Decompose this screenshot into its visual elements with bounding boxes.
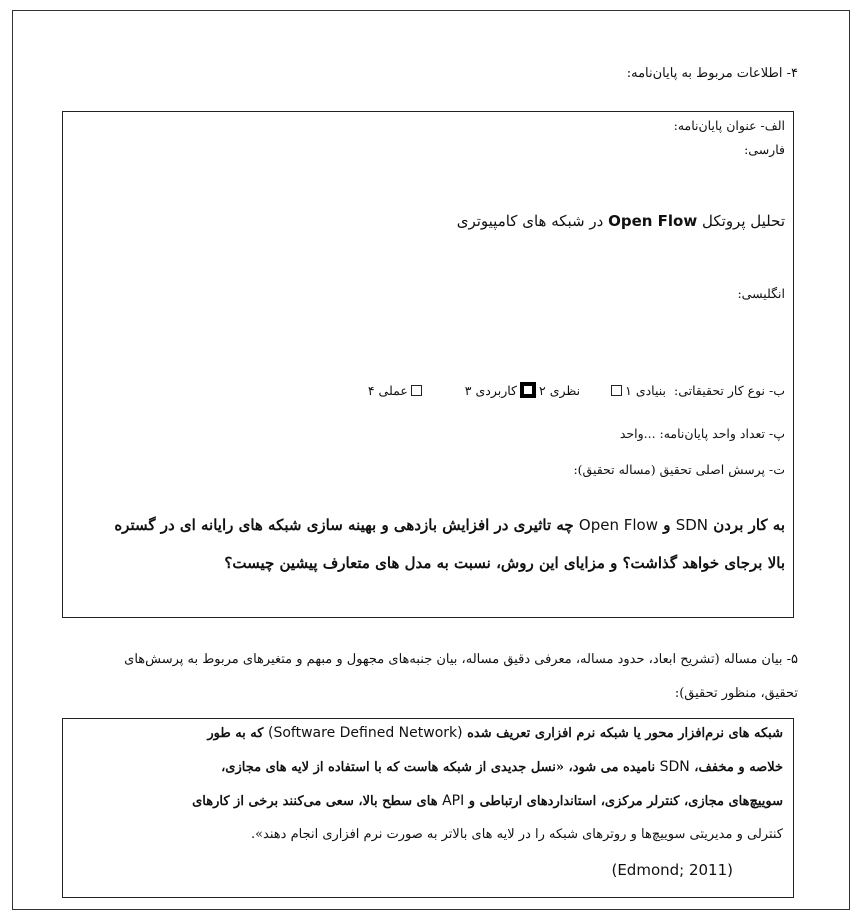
question-openflow: Open Flow (578, 516, 658, 534)
problem-line3-a: سوییچ‌های مجازی، کنترلر مرکزی، استانداردهای ارتباطی و (468, 794, 783, 809)
persian-title-after: در شبکه های کامپیوتری (456, 212, 604, 230)
research-type-practical[interactable] (368, 383, 425, 398)
problem-line3-b: های سطح بالا، سعی می‌کنند برخی از کارهای (192, 794, 438, 809)
problem-line1 (207, 725, 783, 741)
title-label: الف- عنوان پایان‌نامه: (673, 118, 785, 133)
persian-title-latin: Open Flow (608, 212, 698, 230)
research-type-practical-label: عملی ۴ (367, 382, 408, 398)
problem-line3 (192, 793, 783, 809)
research-question-line1 (114, 516, 785, 534)
problem-line2-latin: SDN (659, 759, 690, 775)
problem-line2-b: نامیده می شود، «نسل جدیدی از شبکه هاست که با استفاده از لایه های مجازی، (221, 760, 656, 775)
research-type-fundamental-label: بنیادی ۱ (625, 382, 666, 398)
research-type-applied-label: کاربردی ۳ (464, 382, 518, 398)
section4-heading: ۴- اطلاعات مربوط به پایان‌نامه: (626, 66, 798, 81)
question-part-c: چه تاثیری در افزایش بازدهی و بهینه سازی شبکه های رایانه ای در گستره (114, 516, 574, 534)
problem-line1-latin: (Software Defined Network) (268, 725, 463, 741)
section5-heading-line1: ۵- بیان مساله (تشریح ابعاد، حدود مساله، معرفی دقیق مساله، بیان جنبه‌های مجهول و مبهم و متغیرهای مربوط به پرسش‌های (124, 652, 798, 667)
research-type-applied[interactable] (465, 383, 517, 398)
checkbox-fundamental[interactable] (611, 385, 622, 396)
checkbox-practical[interactable] (411, 385, 422, 396)
research-type-theoretical[interactable] (517, 382, 580, 398)
problem-line3-latin: API (442, 793, 465, 809)
english-label: انگلیسی: (737, 286, 785, 301)
problem-citation: (Edmond; 2011) (611, 861, 733, 879)
problem-line1-b: که به طور (207, 726, 264, 741)
question-sdn: SDN (675, 516, 708, 534)
problem-line2-a: خلاصه و مخفف، (694, 760, 783, 775)
research-type-row (368, 382, 785, 398)
problem-statement-box (62, 718, 794, 898)
persian-label: فارسی: (744, 142, 785, 157)
problem-line1-a: شبکه های نرم‌افزار محور یا شبکه نرم افزاری تعریف شده (467, 726, 783, 741)
problem-line2 (221, 759, 783, 775)
research-type-theoretical-label: نظری ۲ (539, 382, 581, 398)
checkbox-theoretical[interactable] (520, 382, 536, 398)
research-type-label: ب- نوع کار تحقیقاتی: (674, 382, 785, 398)
thesis-info-box (62, 111, 794, 618)
research-type-fundamental[interactable] (608, 383, 666, 398)
question-label: ت- پرسش اصلی تحقیق (مساله تحقیق): (573, 462, 785, 477)
question-part-b: و (663, 516, 671, 534)
units-label: پ- تعداد واحد پایان‌نامه: ...واحد (619, 426, 785, 441)
persian-title (457, 212, 785, 230)
persian-title-before: تحلیل پروتکل (702, 212, 785, 230)
question-part-a: به کار بردن (713, 516, 785, 534)
research-question-line2: بالا برجای خواهد گذاشت؟ و مزایای این روش، نسبت به مدل های متعارف پیشین چیست؟ (224, 554, 785, 572)
problem-line4: کنترلی و مدیریتی سوییچ‌ها و روترهای شبکه را در لایه های بالاتر به صورت نرم افزاری انجام دهند». (250, 827, 783, 842)
section5-heading-line2: تحقیق، منظور تحقیق): (674, 686, 798, 701)
